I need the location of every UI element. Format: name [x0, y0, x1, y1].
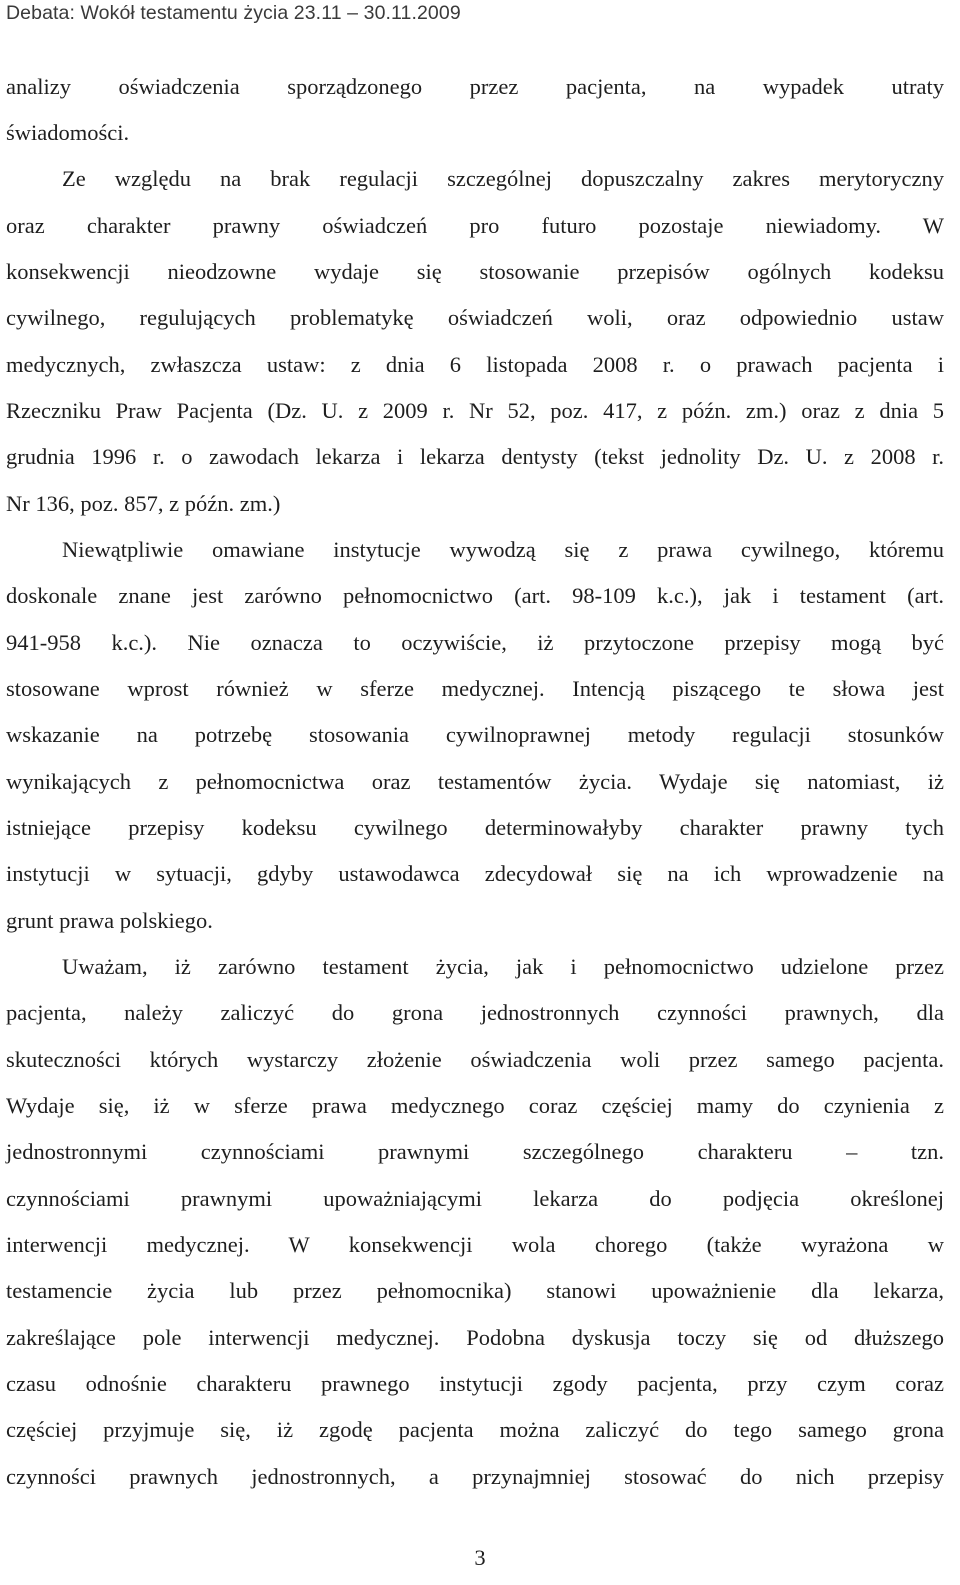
text-line: Niewątpliwie omawiane instytucje wywodzą się z prawa cywilnego, któremu — [62, 537, 944, 562]
text-line: istniejące przepisy kodeksu cywilnego determinowałyby charakter prawny tych — [6, 815, 944, 840]
text-line: Rzeczniku Praw Pacjenta (Dz. U. z 2009 r. Nr 52, poz. 417, z późn. zm.) oraz z dnia 5 — [6, 398, 944, 423]
text-line: zakreślające pole interwencji medycznej. Podobna dyskusja toczy się od dłuższego — [6, 1325, 944, 1350]
text-line: analizy oświadczenia sporządzonego przez pacjenta, na wypadek utraty — [6, 74, 944, 99]
page-number: 3 — [474, 1545, 486, 1570]
text-line: doskonale znane jest zarówno pełnomocnictwo (art. 98-109 k.c.), jak i testament (art. — [6, 583, 944, 608]
text-line: cywilnego, regulujących problematykę oświadczeń woli, oraz odpowiednio ustaw — [6, 305, 944, 330]
text-line: grunt prawa polskiego. — [6, 908, 213, 933]
text-line: czynności prawnych jednostronnych, a przynajmniej stosować do nich przepisy — [6, 1464, 944, 1489]
text-line: interwencji medycznej. W konsekwencji wola chorego (także wyrażona w — [6, 1232, 944, 1257]
text-line: grudnia 1996 r. o zawodach lekarza i lekarza dentysty (tekst jednolity Dz. U. z 2008 r. — [6, 444, 944, 469]
text-line: testamencie życia lub przez pełnomocnika) stanowi upoważnienie dla lekarza, — [6, 1278, 944, 1303]
text-line: konsekwencji nieodzowne wydaje się stosowanie przepisów ogólnych kodeksu — [6, 259, 944, 284]
text-line: oraz charakter prawny oświadczeń pro futuro pozostaje niewiadomy. W — [6, 213, 944, 238]
text-line: czynnościami prawnymi upoważniającymi lekarza do podjęcia określonej — [6, 1186, 944, 1211]
text-line: instytucji w sytuacji, gdyby ustawodawca zdecydował się na ich wprowadzenie na — [6, 861, 944, 886]
running-header: Debata: Wokół testamentu życia 23.11 – 30.11.2009 — [6, 2, 461, 24]
text-line: wynikających z pełnomocnictwa oraz testamentów życia. Wydaje się natomiast, iż — [6, 769, 944, 794]
text-line: pacjenta, należy zaliczyć do grona jednostronnych czynności prawnych, dla — [6, 1000, 944, 1025]
text-line: 941-958 k.c.). Nie oznacza to oczywiście, iż przytoczone przepisy mogą być — [6, 630, 944, 655]
text-line: skuteczności których wystarczy złożenie oświadczenia woli przez samego pacjenta. — [6, 1047, 944, 1072]
text-line: stosowane wprost również w sferze medycznej. Intencją piszącego te słowa jest — [6, 676, 944, 701]
text-line: jednostronnymi czynnościami prawnymi szczególnego charakteru – tzn. — [6, 1139, 944, 1164]
text-line: medycznych, zwłaszcza ustaw: z dnia 6 listopada 2008 r. o prawach pacjenta i — [6, 352, 944, 377]
text-line: Nr 136, poz. 857, z późn. zm.) — [6, 491, 281, 516]
text-line: wskazanie na potrzebę stosowania cywilnoprawnej metody regulacji stosunków — [6, 722, 944, 747]
text-line: świadomości. — [6, 120, 130, 145]
text-line: Wydaje się, iż w sferze prawa medycznego coraz częściej mamy do czynienia z — [6, 1093, 944, 1118]
text-line: Uważam, iż zarówno testament życia, jak i pełnomocnictwo udzielone przez — [62, 954, 944, 979]
text-line: częściej przyjmuje się, iż zgodę pacjenta można zaliczyć do tego samego grona — [6, 1417, 944, 1442]
text-line: czasu odnośnie charakteru prawnego instytucji zgody pacjenta, przy czym coraz — [6, 1371, 944, 1396]
text-line: Ze względu na brak regulacji szczególnej dopuszczalny zakres merytoryczny — [62, 166, 944, 191]
